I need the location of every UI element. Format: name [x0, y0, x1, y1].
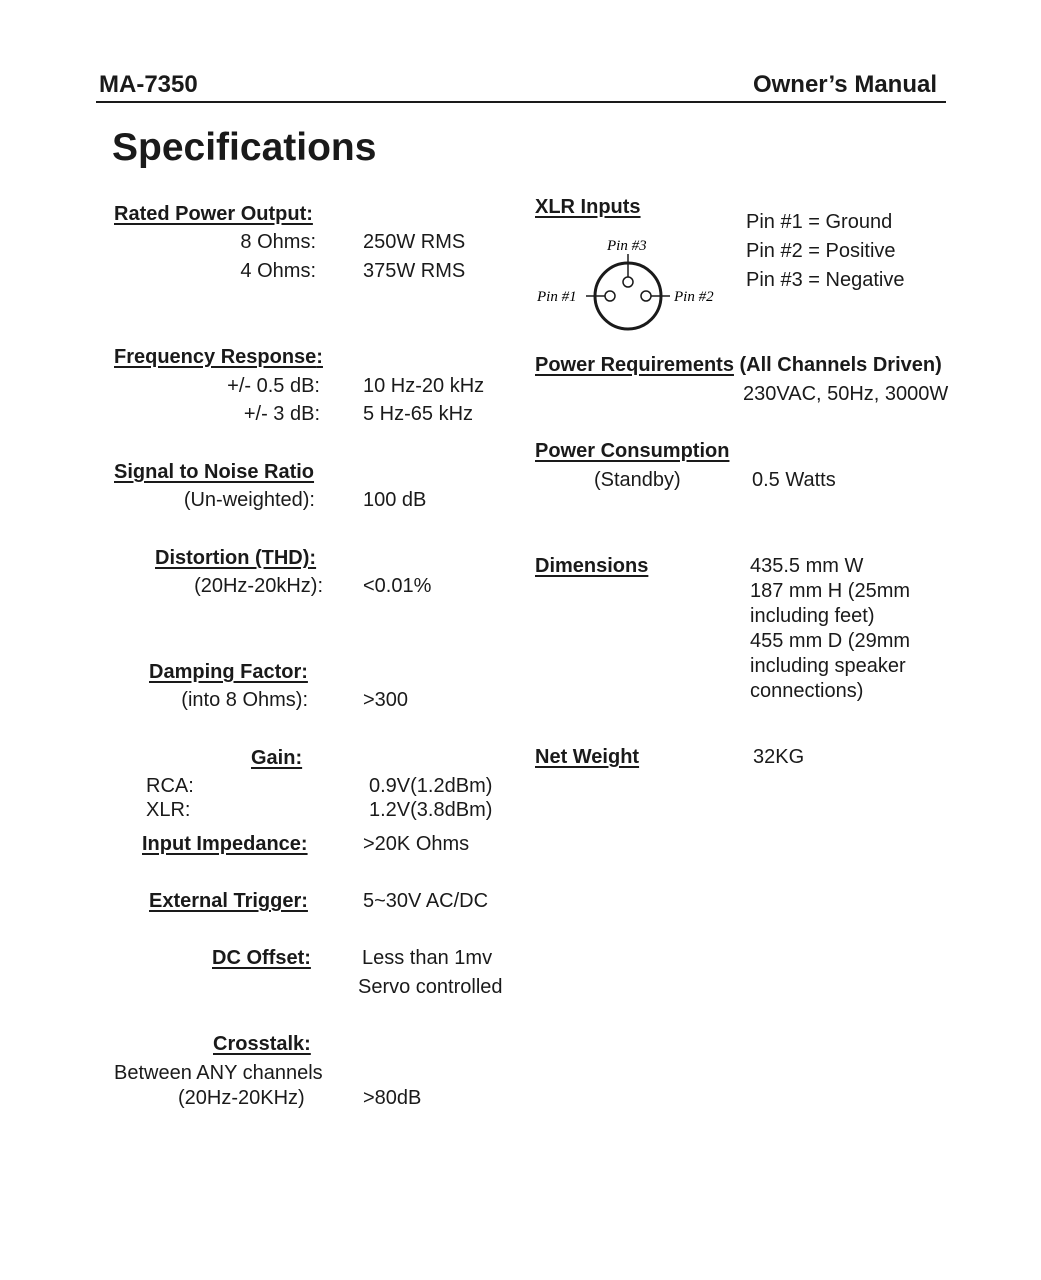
input-impedance-label: Input Impedance:	[142, 833, 308, 855]
xlr-pin3	[623, 277, 633, 287]
power-consumption-sub: (Standby)	[594, 469, 681, 491]
dc-offset-value-1: Less than 1mv	[362, 947, 493, 969]
distortion-label-text: Distortion (THD)	[155, 547, 310, 569]
crosstalk-value: >80dB	[363, 1087, 422, 1109]
rated-power-label: Rated Power Output:	[114, 203, 313, 225]
xlr-pin1	[605, 291, 615, 301]
dimensions-line-5: including speaker	[750, 655, 906, 677]
model-name: MA-7350	[99, 71, 198, 98]
xlr-pin2	[641, 291, 651, 301]
frequency-05db-label: +/- 0.5 dB:	[227, 375, 320, 397]
external-trigger-label: External Trigger:	[149, 890, 308, 912]
dc-offset-value-2: Servo controlled	[358, 976, 503, 998]
rated-power-4ohm-value: 375W RMS	[363, 260, 466, 282]
dimensions-label: Dimensions	[535, 555, 649, 577]
frequency-response-label-text: Frequency Response	[114, 346, 317, 368]
frequency-3db-label: +/- 3 dB:	[243, 403, 320, 425]
rated-power-8ohm-label: 8 Ohms:	[240, 231, 316, 253]
snr-label: Signal to Noise Ratio	[114, 461, 315, 483]
damping-label: Damping Factor:	[149, 661, 308, 683]
crosstalk-sub-2: (20Hz-20KHz)	[178, 1087, 305, 1109]
power-requirements-value: 230VAC, 50Hz, 3000W	[743, 383, 949, 405]
xlr-pin1-label: Pin #1	[537, 289, 577, 305]
xlr-pin2-desc: Pin #2 = Positive	[746, 240, 896, 262]
crosstalk-label: Crosstalk:	[213, 1033, 311, 1055]
xlr-pin3-label: Pin #3	[607, 238, 647, 254]
rated-power-4ohm-label: 4 Ohms:	[240, 260, 316, 282]
snr-sub: (Un-weighted):	[183, 489, 315, 511]
xlr-connector-diagram	[530, 230, 730, 340]
power-consumption-value: 0.5 Watts	[752, 469, 836, 491]
frequency-3db-value: 5 Hz-65 kHz	[363, 403, 474, 425]
dimensions-line-2: 187 mm H (25mm	[750, 580, 911, 602]
frequency-response-label	[114, 347, 323, 367]
rated-power-8ohm-value: 250W RMS	[363, 231, 466, 253]
xlr-inputs-label: XLR Inputs	[535, 196, 641, 218]
frequency-response-colon: :	[316, 346, 323, 368]
distortion-value: <0.01%	[363, 575, 432, 597]
dimensions-line-1: 435.5 mm W	[750, 555, 864, 577]
distortion-label	[155, 548, 316, 568]
power-consumption-label: Power Consumption	[535, 440, 730, 462]
xlr-pin3-desc: Pin #3 = Negative	[746, 269, 905, 291]
page-title: Specifications	[112, 126, 377, 169]
xlr-pin2-label: Pin #2	[674, 289, 714, 305]
power-requirements-suffix: (All Channels Driven)	[739, 354, 942, 376]
input-impedance-value: >20K Ohms	[363, 833, 470, 855]
dimensions-line-4: 455 mm D (29mm	[750, 630, 911, 652]
gain-xlr-value: 1.2V(3.8dBm)	[369, 799, 493, 821]
power-requirements-heading	[535, 355, 942, 375]
gain-label: Gain:	[251, 747, 303, 769]
gain-xlr-label: XLR:	[146, 799, 191, 821]
damping-sub: (into 8 Ohms):	[181, 689, 308, 711]
dimensions-line-3: including feet)	[750, 605, 875, 627]
header-rule	[96, 101, 946, 103]
gain-rca-value: 0.9V(1.2dBm)	[369, 775, 493, 797]
dc-offset-label: DC Offset:	[212, 947, 311, 969]
manual-title: Owner’s Manual	[752, 71, 937, 98]
net-weight-label: Net Weight	[535, 746, 640, 768]
distortion-colon: :	[309, 547, 317, 569]
external-trigger-value: 5~30V AC/DC	[363, 890, 489, 912]
net-weight-value: 32KG	[753, 746, 805, 768]
snr-value: 100 dB	[363, 489, 427, 511]
damping-value: >300	[363, 689, 409, 711]
power-requirements-label: Power Requirements	[535, 354, 734, 376]
dimensions-line-6: connections)	[750, 680, 864, 702]
distortion-sub: (20Hz-20kHz):	[194, 575, 323, 597]
crosstalk-sub-1: Between ANY channels	[114, 1062, 323, 1084]
gain-rca-label: RCA:	[146, 775, 194, 797]
frequency-05db-value: 10 Hz-20 kHz	[363, 375, 485, 397]
xlr-pin1-desc: Pin #1 = Ground	[746, 211, 893, 233]
